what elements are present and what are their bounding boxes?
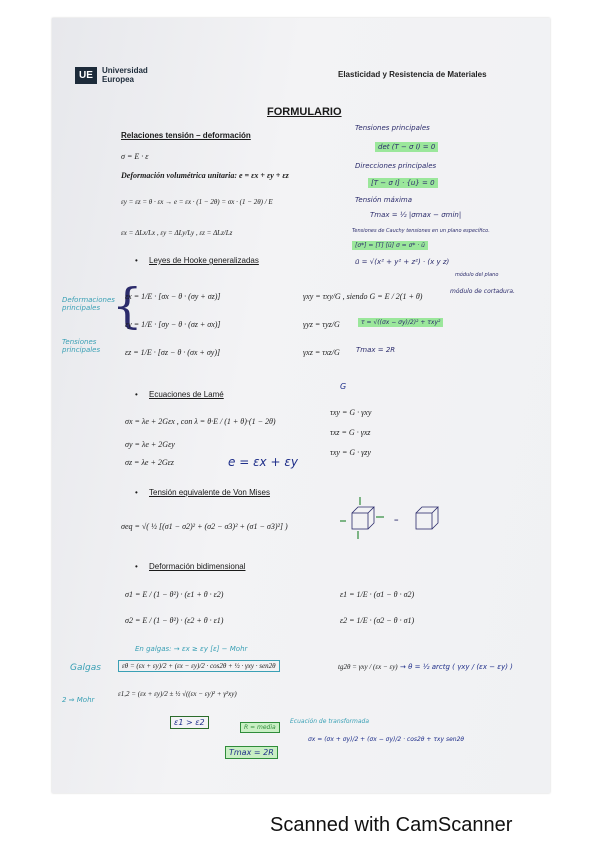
tau-eq-3: τxy = G · γzy [330, 448, 371, 457]
note-u-eq: ū = √(x² + y² + z²) · (x y z) [355, 258, 450, 266]
svg-text:=: = [394, 516, 399, 525]
note-ten-principales: Tensiones principales [62, 338, 101, 354]
note-e1-e2: ε1 > ε2 [170, 716, 209, 729]
course-title: Elasticidad y Resistencia de Materiales [338, 70, 487, 79]
e12-equation: ε1,2 = (εx + εy)/2 ± ½ √((εx − εy)² + γ²xy) [118, 690, 237, 698]
gamma-eq-yz: γyz = τyz/G [303, 320, 340, 329]
note-mohr: 2 ⇒ Mohr [62, 696, 95, 704]
section-hooke: • Leyes de Hooke generalizadas [135, 256, 259, 265]
university-line1: Universidad [102, 66, 148, 75]
page-title: FORMULARIO [267, 106, 342, 118]
note-tmax-eq: Tmax = ½ |σmax − σmin| [370, 211, 462, 219]
bidim-eq-sigma2: σ2 = E / (1 − θ²) · (ε2 + θ · ε1) [125, 616, 224, 625]
note-modulo-plano: módulo del plano [455, 272, 499, 278]
note-cauchy: Tensiones de Cauchy tensiones en un plano específico. [352, 228, 490, 234]
note-det-eq: det (T − σ I) = 0 [375, 142, 438, 152]
note-sigma-x: σx = (σx + σy)/2 + (σx − σy)/2 · cos2θ + τxy sen2θ [308, 736, 465, 743]
university-line2: Europea [102, 75, 135, 84]
volumetric-deformation: Deformación volumétrica unitaria: e = εx + εy + εz [121, 171, 289, 180]
von-mises-eq: σeq = √( ½ [(σ1 − σ2)² + (σ2 − σ3)² + (σ1 − σ3)²] ) [121, 522, 288, 531]
university-logo: UE [75, 67, 97, 84]
section-von-mises: • Tensión equivalente de Von Mises [135, 488, 270, 497]
bidim-eq-sigma1: σ1 = E / (1 − θ²) · (ε1 + θ · ε2) [125, 590, 224, 599]
section-bidimensional: • Deformación bidimensional [135, 562, 246, 571]
hooke-brace: { [112, 278, 143, 334]
tau-eq-2: τxz = G · γxz [330, 428, 371, 437]
note-tensiones-principales: Tensiones principales [355, 124, 430, 132]
note-r: R = media [240, 722, 280, 733]
note-direcciones: Direcciones principales [355, 162, 437, 170]
hooke-eq-y: εy = 1/E · [σy − θ · (σz + σx)] [125, 320, 221, 329]
note-dir-eq: [T − σ I] · {u} = 0 [368, 178, 438, 188]
note-en-galgas: En galgas: → εx ≥ εy [ε] − Mohr [135, 645, 248, 653]
cube-sketch-icon [340, 495, 465, 545]
lame-eq-y: σy = λe + 2Gεy [125, 440, 175, 449]
note-def-principales: Deformaciones principales [62, 296, 115, 312]
note-galgas: Galgas [70, 663, 101, 673]
note-tau-expr: τ = √((σx − σy)/2)² + τxy² [358, 318, 443, 327]
note-transformada: Ecuación de transformada [290, 718, 370, 725]
note-tmax-2r-bottom: Tmax = 2R [225, 746, 278, 759]
note-tension-maxima: Tensión máxima [355, 196, 412, 204]
hooke-eq-z: εz = 1/E · [σz − θ · (σx + σy)] [125, 348, 221, 357]
gamma-eq-xz: γxz = τxz/G [303, 348, 340, 357]
section-lame: • Ecuaciones de Lamé [135, 390, 224, 399]
tau-eq-1: τxy = G · γxy [330, 408, 372, 417]
bidim-eq-eps2: ε2 = 1/E · (σ2 − θ · σ1) [340, 616, 415, 625]
galgas-equation: εθ = (εx + εy)/2 + (εx − εy)/2 · cos2θ + ½ · γxy · sen2θ [118, 660, 280, 672]
note-tmax-2r: Tmax = 2R [356, 346, 396, 354]
bidim-eq-eps1: ε1 = 1/E · (σ1 − θ · σ2) [340, 590, 415, 599]
tg2theta-equation: tg2θ = γxy / (εx − εy) [338, 663, 398, 671]
note-cauchy-eq: [σ*] = [T] [ū] σ = σ* · ū [352, 241, 428, 250]
note-theta: → θ = ½ arctg ( γxy / (εx − εy) ) [400, 663, 513, 671]
lame-eq-x: σx = λe + 2Gεx , con λ = θ·E / (1 + θ)·(1 − 2θ) [125, 417, 276, 426]
delta-equation: εx = ΔLx/Lx , εy = ΔLy/Ly , εz = ΔLz/Lz [121, 229, 233, 237]
section-rel-tension: Relaciones tensión – deformación [121, 131, 251, 140]
scanner-watermark: Scanned with CamScanner [270, 814, 513, 836]
university-name [102, 66, 148, 84]
epsilon-equation: εy = εz = θ · εx → e = εx · (1 − 2θ) = σx · (1 − 2θ) / E [121, 198, 273, 206]
hooke-eq-x: εx = 1/E · [σx − θ · (σy + σz)] [125, 292, 221, 301]
note-g-arrow: G [340, 382, 347, 391]
gamma-eq-xy: γxy = τxy/G , siendo G = E / 2(1 + θ) [303, 292, 423, 301]
lame-eq-z: σz = λe + 2Gεz [125, 458, 174, 467]
note-mod-cortadura: módulo de cortadura. [450, 288, 515, 295]
note-e-sum: e = εx + εy [228, 455, 298, 469]
sigma-equation: σ = E · ε [121, 152, 149, 161]
